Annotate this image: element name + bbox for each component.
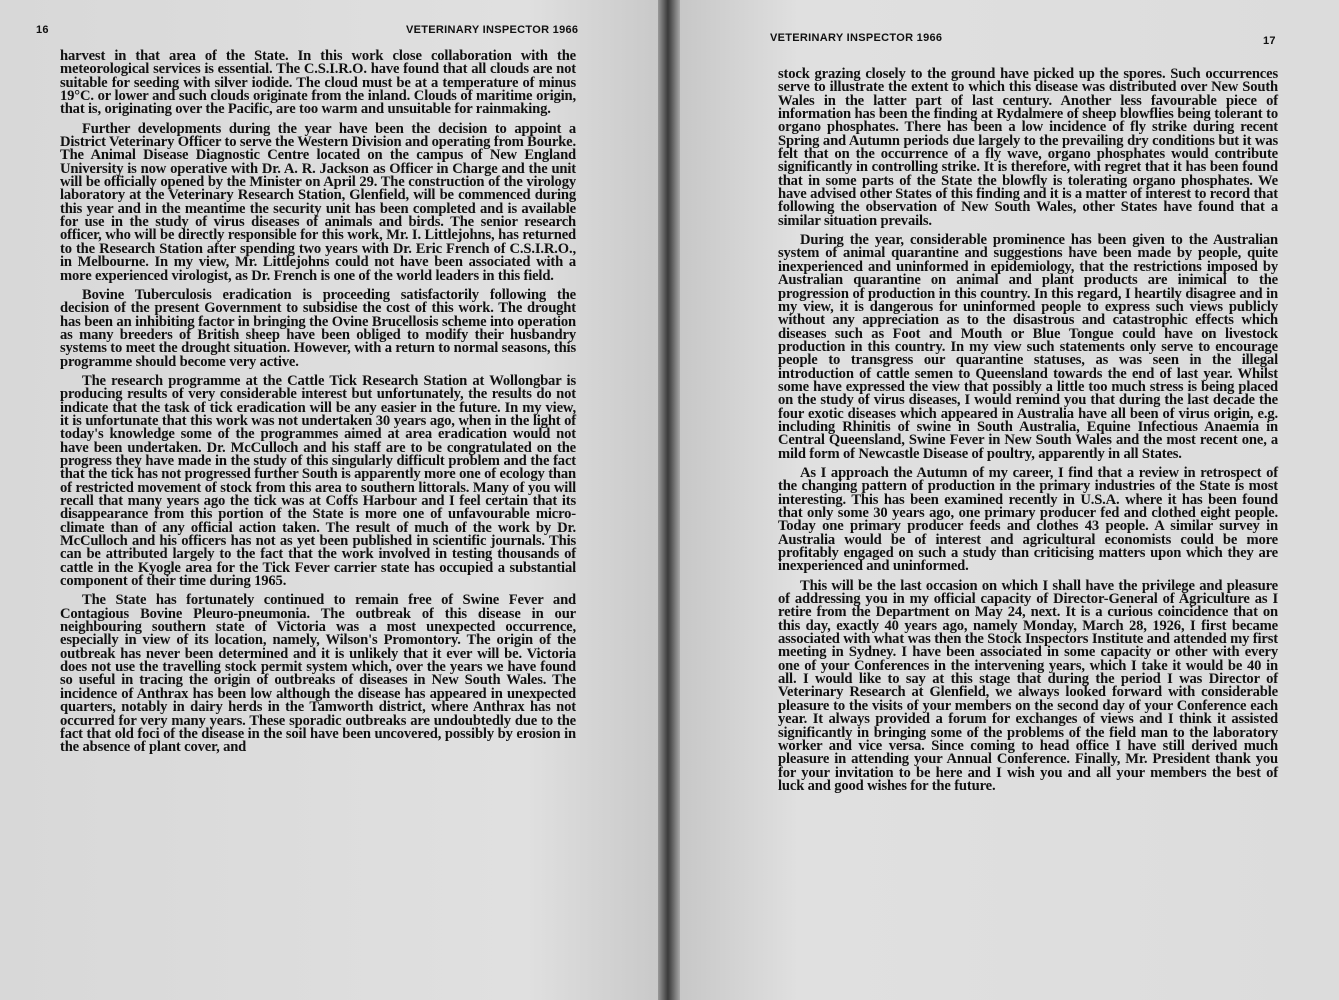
paragraph: The State has fortunately continued to remain free of Swine Fever and Contagious Bovine Pleuro-pneumonia. The outbreak of this disease in our neighbouring southern state of Victoria was a most unexpected occurrence, especially in view of its location, namely, Wilson's Promontory. The origin of the outbreak has never been determined and it is unlikely that it ever will be. Victoria does not use the travelling stock permit system which, over the years we have found so useful in tracing the origin of outbreaks of diseases in New South Wales. The incidence of Anthrax has been low although the disease has appeared in unexpected quarters, notably in dairy herds in the Tamworth district, where Anthrax has not occurred for very many years. These sporadic outbreaks are undoubtedly due to the fact that old foci of the disease in the soil have been uncovered, possibly by erosion in the absence of plant cover, and xyxy=(60,592,576,756)
book-gutter xyxy=(658,0,680,1000)
running-head: VETERINARY INSPECTOR 1966 xyxy=(770,32,943,44)
body-text xyxy=(60,50,576,761)
paragraph: Further developments during the year have been the decision to appoint a District Veterinary Officer to serve the Western Division and operating from Bourke. The Animal Disease Diagnostic Centre located on the campus of New England University is now operative with Dr. A. R. Jackson as Officer in Charge and the unit will be officially opened by the Minister on April 29. The construction of the virology laboratory at the Veterinary Research Station, Glenfield, will be commenced during this year and in the meantime the security unit has been completed and is available for use in the study of virus diseases of animals and birds. The senior research officer, who will be directly responsible for this work, Mr. I. Littlejohns, has returned to the Research Station after spending two years with Dr. Eric French of C.S.I.R.O., in Melbourne. In my view, Mr. Littlejohns could not have been associated with a more experienced virologist, as Dr. French is one of the world leaders in this field. xyxy=(60,120,576,284)
paragraph: Bovine Tuberculosis eradication is proceeding satisfactorily following the decision of the present Government to subsidise the cost of this work. The drought has been an inhibiting factor in bringing the Ovine Brucellosis scheme into operation as many breeders of British sheep have been obliged to modify their husbandry systems to meet the drought situation. However, with a return to normal seasons, this programme should become very active. xyxy=(60,286,576,370)
page-number: 16 xyxy=(36,24,49,36)
right-page xyxy=(680,0,1339,1000)
paragraph: The research programme at the Cattle Tick Research Station at Wollongbar is producing results of very considerable interest but unfortunately, the results do not indicate that the task of tick eradication will be any easier in the future. In my view, it is unfortunate that this work was not undertaken 30 years ago, when in the light of today's knowledge some of the programmes aimed at area eradication would not have been undertaken. Dr. McCulloch and his staff are to be congratulated on the progress they have made in the study of this singularly difficult problem and the fact that the tick has not progressed further South is apparently more one of ecology than of restricted movement of stock from this area to southern littorals. Many of you will recall that many years ago the tick was at Coffs Harbour and I feel certain that its disappearance from this portion of the State is more one of unfavourable micro-climate than of any official action taken. The result of much of the work by Dr. McCulloch and his officers has not as yet been published in scientific journals. This can be attributed largely to the fact that the work involved in testing thousands of cattle in the Kyogle area for the Tick Fever carrier state has occupied a substantial component of their time during 1965. xyxy=(60,372,576,590)
running-head: VETERINARY INSPECTOR 1966 xyxy=(406,24,579,36)
page-number: 17 xyxy=(1263,35,1276,47)
paragraph: harvest in that area of the State. In this work close collaboration with the meteorological services is essential. The C.S.I.R.O. have found that all clouds are not suitable for seeding with silver iodide. The cloud must be at a temperature of minus 19°C. or lower and such clouds originate from the inland. Clouds of maritime origin, that is, originating over the Pacific, are too warm and unsuitable for rainmaking. xyxy=(60,48,576,118)
paragraph: As I approach the Autumn of my career, I find that a review in retrospect of the changing pattern of production in the primary industries of the State is most interesting. This has been examined recently in U.S.A. where it has been found that only some 30 years ago, one primary producer fed and clothed eight people. Today one primary producer feeds and clothes 43 people. A similar survey in Australia would be of interest and agricultural economists could be more profitably engaged on such a study than criticising matters upon which they are inexperienced and uninformed. xyxy=(778,464,1278,575)
paragraph: During the year, considerable prominence has been given to the Australian system of animal quarantine and suggestions have been made by people, quite inexperienced and uninformed in epidemiology, that the restrictions imposed by Australian quarantine on animal and plant products are inimical to the progression of production in this country. In this regard, I heartily disagree and in my view, it is dangerous for uninformed people to express such views publicly without any appreciation as to the disastrous and catastrophic effects which diseases such as Foot and Mouth or Blue Tongue could have on livestock production in this country. In my view such statements only serve to encourage people to transgress our quarantine statuses, as was seen in the illegal introduction of cattle semen to Queensland towards the end of last year. Whilst some have expressed the view that possibly a little too much stress is being placed on the study of virus diseases, I would remind you that during the last decade the four exotic diseases which appeared in Australia have all been of virus origin, e.g. including Rhinitis of swine in South Australia, Equine Infectious Anaemia in Central Queensland, Swine Fever in New South Wales and the most recent one, a mild form of Newcastle Disease of poultry, apparently in all States. xyxy=(778,232,1278,462)
left-page xyxy=(0,0,658,1000)
paragraph: stock grazing closely to the ground have picked up the spores. Such occurrences serve to illustrate the extent to which this disease was distributed over New South Wales in the latter part of last century. Another less favourable piece of information has been the finding at Rydalmere of sheep blowflies being tolerant to organo phosphates. There has been a low incidence of fly strike during recent Spring and Autumn periods due largely to the prevailing dry conditions but it was felt that on the occurrence of a fly wave, organo phosphates would contribute significantly in controlling strike. It is therefore, with regret that it has been found that in some parts of the State the blowfly is tolerating organo phosphates. We have advised other States of this finding and it is a matter of interest to record that following the observation of New South Wales, other States have found that a similar situation prevails. xyxy=(778,66,1278,229)
body-text xyxy=(778,68,1278,799)
paragraph: This will be the last occasion on which I shall have the privilege and pleasure of addressing you in my official capacity of Director-General of Agriculture as I retire from the Department on May 24, next. It is a curious coincidence that on this day, exactly 40 years ago, namely Monday, March 28, 1926, I first became associated with what was then the Stock Inspectors Institute and attended my first meeting in Sydney. I have been associated in some capacity or other with every one of your Conferences in the intervening years, which I take it would be 40 in all. I would like to say at this stage that during the period I was Director of Veterinary Research at Glenfield, we always looked forward with considerable pleasure to the visits of your members on the second day of your Conference each year. It always provided a forum for exchanges of views and I think it assisted significantly in bringing some of the problems of the field man to the laboratory worker and vice versa. Since coming to head office I have still derived much pleasure in attending your Annual Conference. Finally, Mr. President thank you for your invitation to be here and I wish you and all your members the best of luck and good wishes for the future. xyxy=(778,577,1278,794)
